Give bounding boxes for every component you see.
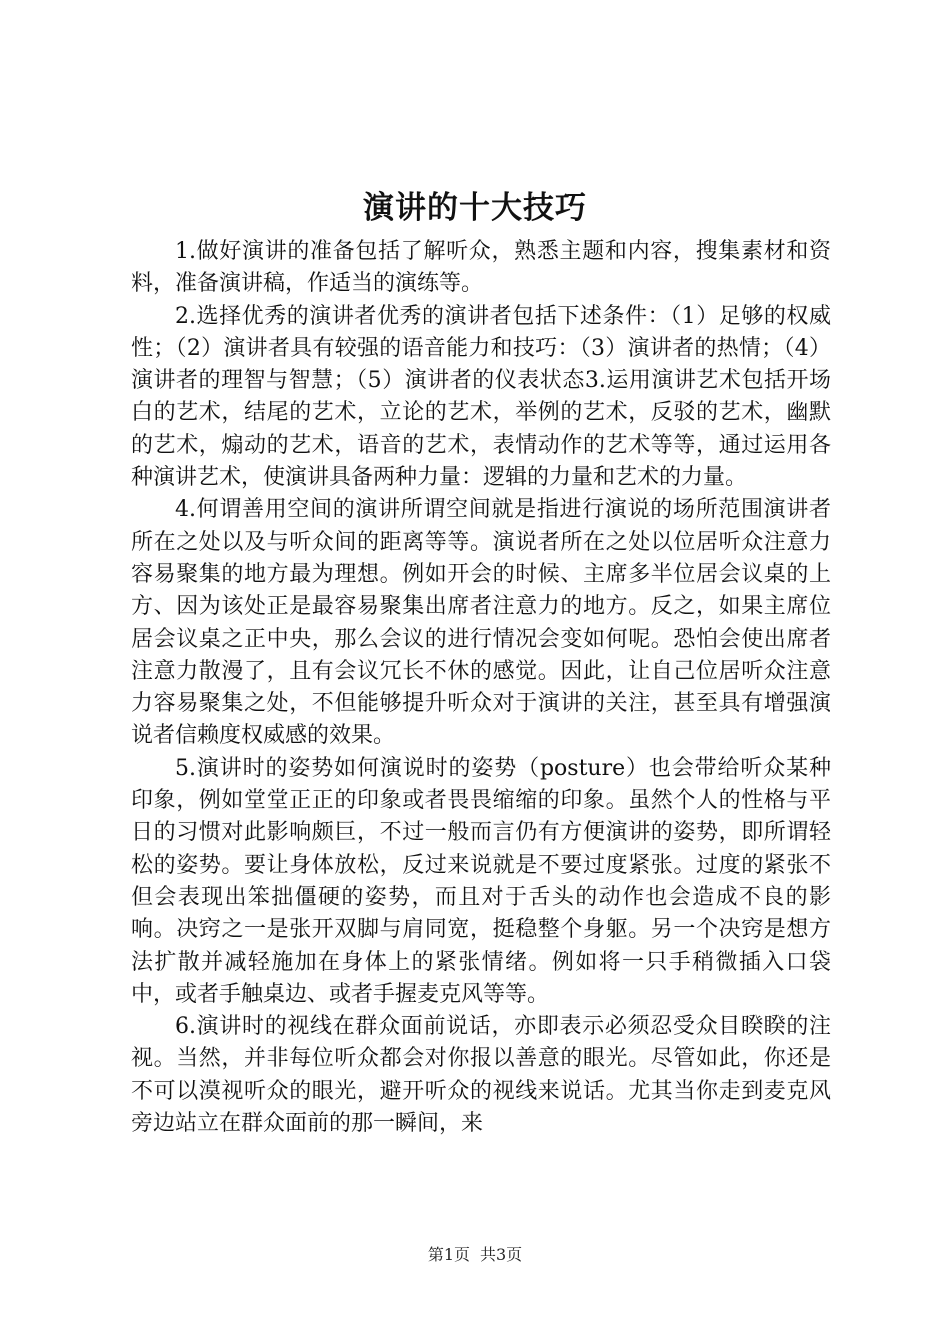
paragraph-3: 4.何谓善用空间的演讲所谓空间就是指进行演说的场所范围演讲者所在之处以及与听众间的距离等等。演说者所在之处以位居听众注意力容易聚集的地方最为理想。例如开会的时候、主席多半位居会议桌的上方、因为该处正是最容易聚集出席者注意力的地方。反之，如果主席位居会议桌之正中央，那么会议的进行情况会变如何呢。恐怕会使出席者注意力散漫了，且有会议冗长不休的感觉。因此，让自己位居听众注意力容易聚集之处，不但能够提升听众对于演讲的关注，甚至具有增强演说者信赖度权威感的效果。 bbox=[131, 497, 831, 749]
paragraph-2: 2.选择优秀的演讲者优秀的演讲者包括下述条件：（1）足够的权威性；（2）演讲者具有较强的语音能力和技巧：（3）演讲者的热情；（4）演讲者的理智与智慧；（5）演讲者的仪表状态3.运用演讲艺术包括开场白的艺术，结尾的艺术，立论的艺术，举例的艺术，反驳的艺术，幽默的艺术，煽动的艺术，语音的艺术，表情动作的艺术等等，通过运用各种演讲艺术，使演讲具备两种力量：逻辑的力量和艺术的力量。 bbox=[131, 303, 831, 491]
page-total: 共3页 bbox=[480, 1245, 523, 1264]
paragraph-1: 1.做好演讲的准备包括了解听众，熟悉主题和内容，搜集素材和资料，准备演讲稿，作适当的演练等。 bbox=[131, 239, 831, 297]
document-body bbox=[131, 236, 831, 1140]
document-title: 演讲的十大技巧 bbox=[363, 190, 587, 226]
page-footer bbox=[0, 1243, 950, 1267]
page-number: 第1页 bbox=[427, 1245, 470, 1264]
paragraph-5: 6.演讲时的视线在群众面前说话，亦即表示必须忍受众目睽睽的注视。当然，并非每位听众都会对你报以善意的眼光。尽管如此，你还是不可以漠视听众的眼光，避开听众的视线来说话。尤其当你走到麦克风旁边站立在群众面前的那一瞬间，来 bbox=[131, 1014, 831, 1137]
paragraph-4: 5.演讲时的姿势如何演说时的姿势（posture）也会带给听众某种印象，例如堂堂正正的印象或者畏畏缩缩的印象。虽然个人的性格与平日的习惯对此影响颇巨，不过一般而言仍有方便演讲的姿势，即所谓轻松的姿势。要让身体放松，反过来说就是不要过度紧张。过度的紧张不但会表现出笨拙僵硬的姿势，而且对于舌头的动作也会造成不良的影响。决窍之一是张开双脚与肩同宽，挺稳整个身躯。另一个决窍是想方法扩散并减轻施加在身体上的紧张情绪。例如将一只手稍微插入口袋中，或者手触桌边、或者手握麦克风等等。 bbox=[131, 755, 831, 1007]
